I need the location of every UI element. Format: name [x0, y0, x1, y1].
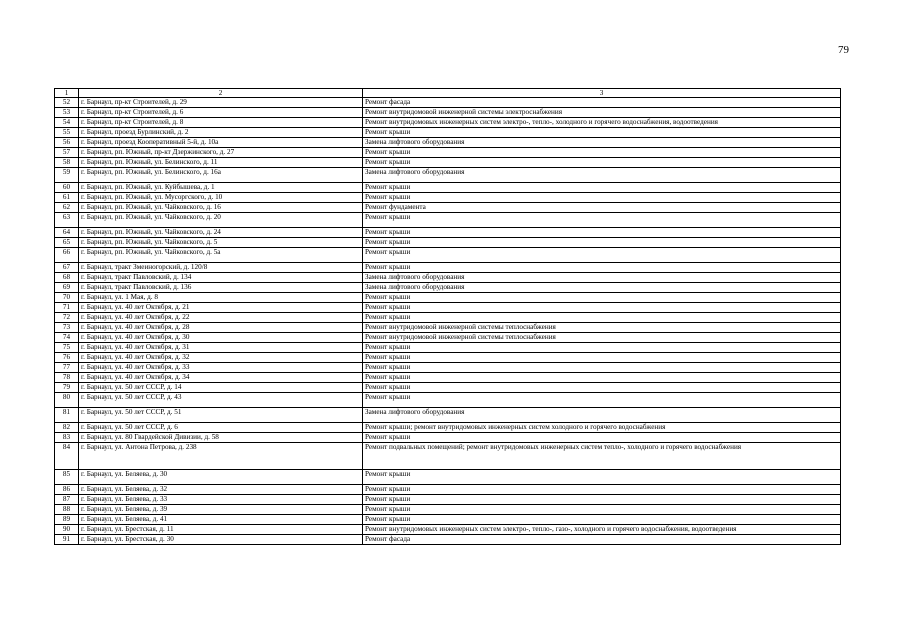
table-row: [55, 485, 841, 495]
address-cell: г. Барнаул, пр-кт Строителей, д. 29: [79, 98, 363, 108]
address-cell: г. Барнаул, ул. Брестская, д. 11: [79, 525, 363, 535]
row-number-cell: 88: [55, 505, 79, 515]
address-cell: г. Барнаул, тракт Змеиногорский, д. 120/8: [79, 263, 363, 273]
work-type-cell: Ремонт крыши: [363, 470, 841, 485]
work-type-cell: Ремонт внутридомовых инженерных систем электро-, тепло-, газо-, холодного и горячего водоснабжения, водоотведения: [363, 525, 841, 535]
address-cell: г. Барнаул, рп. Южный, ул. Мусоргского, д. 10: [79, 193, 363, 203]
row-number-cell: 58: [55, 158, 79, 168]
table-row: [55, 168, 841, 183]
table-row: [55, 433, 841, 443]
table-row: [55, 138, 841, 148]
work-type-cell: Ремонт крыши: [363, 248, 841, 263]
table-row: [55, 408, 841, 423]
work-type-cell: Ремонт крыши: [363, 213, 841, 228]
work-type-cell: Ремонт крыши: [363, 228, 841, 238]
address-cell: г. Барнаул, рп. Южный, ул. Белинского, д. 11: [79, 158, 363, 168]
row-number-cell: 69: [55, 283, 79, 293]
address-cell: г. Барнаул, ул. Антона Петрова, д. 238: [79, 443, 363, 470]
table-row: [55, 293, 841, 303]
work-type-cell: Ремонт крыши: [363, 393, 841, 408]
address-cell: г. Барнаул, ул. 40 лет Октября, д. 31: [79, 343, 363, 353]
work-type-cell: Ремонт крыши; ремонт внутридомовых инженерных систем холодного и горячего водоснабжения: [363, 423, 841, 433]
table-row: [55, 183, 841, 193]
address-cell: г. Барнаул, рп. Южный, ул. Чайковского, д. 16: [79, 203, 363, 213]
address-cell: г. Барнаул, рп. Южный, ул. Куйбышева, д. 1: [79, 183, 363, 193]
table-row: [55, 203, 841, 213]
table-row: [55, 158, 841, 168]
address-cell: г. Барнаул, ул. 80 Гвардейской Дивизии, д. 58: [79, 433, 363, 443]
work-type-cell: Ремонт крыши: [363, 343, 841, 353]
address-cell: г. Барнаул, ул. Беляева, д. 33: [79, 495, 363, 505]
table-row: [55, 213, 841, 228]
row-number-cell: 90: [55, 525, 79, 535]
work-type-cell: Ремонт крыши: [363, 353, 841, 363]
work-type-cell: Ремонт внутридомовой инженерной системы электроснабжения: [363, 108, 841, 118]
work-type-cell: Ремонт крыши: [363, 183, 841, 193]
table-row: [55, 353, 841, 363]
work-type-cell: Замена лифтового оборудования: [363, 283, 841, 293]
row-number-cell: 54: [55, 118, 79, 128]
row-number-cell: 68: [55, 273, 79, 283]
work-type-cell: Ремонт крыши: [363, 303, 841, 313]
row-number-cell: 82: [55, 423, 79, 433]
row-number-cell: 86: [55, 485, 79, 495]
page-number: 79: [838, 44, 849, 56]
header-col-2: 2: [79, 89, 363, 98]
address-cell: г. Барнаул, ул. 1 Мая, д. 8: [79, 293, 363, 303]
table-row: [55, 525, 841, 535]
address-cell: г. Барнаул, пр-кт Строителей, д. 8: [79, 118, 363, 128]
work-type-cell: Ремонт фундамента: [363, 203, 841, 213]
address-cell: г. Барнаул, ул. 40 лет Октября, д. 30: [79, 333, 363, 343]
work-type-cell: Ремонт крыши: [363, 515, 841, 525]
work-type-cell: Ремонт крыши: [363, 383, 841, 393]
work-type-cell: Ремонт внутридомовых инженерных систем электро-, тепло-, холодного и горячего водоснабжения, водоотведения: [363, 118, 841, 128]
address-cell: г. Барнаул, ул. Беляева, д. 32: [79, 485, 363, 495]
row-number-cell: 57: [55, 148, 79, 158]
row-number-cell: 74: [55, 333, 79, 343]
row-number-cell: 85: [55, 470, 79, 485]
row-number-cell: 70: [55, 293, 79, 303]
address-cell: г. Барнаул, ул. Беляева, д. 41: [79, 515, 363, 525]
work-type-cell: Замена лифтового оборудования: [363, 138, 841, 148]
header-col-3: 3: [363, 89, 841, 98]
address-cell: г. Барнаул, ул. 40 лет Октября, д. 34: [79, 373, 363, 383]
table-row: [55, 283, 841, 293]
row-number-cell: 66: [55, 248, 79, 263]
table-row: [55, 273, 841, 283]
table-row: [55, 495, 841, 505]
table-row: [55, 535, 841, 545]
repair-register-table: [54, 88, 841, 545]
address-cell: г. Барнаул, ул. 40 лет Октября, д. 33: [79, 363, 363, 373]
address-cell: г. Барнаул, рп. Южный, ул. Чайковского, д. 24: [79, 228, 363, 238]
row-number-cell: 84: [55, 443, 79, 470]
address-cell: г. Барнаул, ул. 40 лет Октября, д. 22: [79, 313, 363, 323]
row-number-cell: 52: [55, 98, 79, 108]
row-number-cell: 61: [55, 193, 79, 203]
table-row: [55, 98, 841, 108]
address-cell: г. Барнаул, проезд Бурлинский, д. 2: [79, 128, 363, 138]
work-type-cell: Ремонт крыши: [363, 148, 841, 158]
row-number-cell: 83: [55, 433, 79, 443]
work-type-cell: Ремонт фасада: [363, 535, 841, 545]
work-type-cell: Ремонт крыши: [363, 505, 841, 515]
row-number-cell: 71: [55, 303, 79, 313]
work-type-cell: Ремонт крыши: [363, 128, 841, 138]
address-cell: г. Барнаул, проезд Кооперативный 5-й, д. 10а: [79, 138, 363, 148]
table-row: [55, 343, 841, 353]
address-cell: г. Барнаул, ул. 40 лет Октября, д. 28: [79, 323, 363, 333]
address-cell: г. Барнаул, рп. Южный, ул. Белинского, д. 16а: [79, 168, 363, 183]
row-number-cell: 87: [55, 495, 79, 505]
row-number-cell: 78: [55, 373, 79, 383]
row-number-cell: 62: [55, 203, 79, 213]
table-row: [55, 148, 841, 158]
work-type-cell: Ремонт внутридомовой инженерной системы теплоснабжения: [363, 323, 841, 333]
table-row: [55, 128, 841, 138]
work-type-cell: Ремонт крыши: [363, 433, 841, 443]
row-number-cell: 73: [55, 323, 79, 333]
row-number-cell: 89: [55, 515, 79, 525]
row-number-cell: 80: [55, 393, 79, 408]
address-cell: г. Барнаул, ул. 50 лет СССР, д. 43: [79, 393, 363, 408]
table-row: [55, 193, 841, 203]
table-row: [55, 423, 841, 433]
header-col-1: 1: [55, 89, 79, 98]
row-number-cell: 81: [55, 408, 79, 423]
work-type-cell: Ремонт внутридомовой инженерной системы теплоснабжения: [363, 333, 841, 343]
address-cell: г. Барнаул, ул. 50 лет СССР, д. 14: [79, 383, 363, 393]
work-type-cell: Ремонт крыши: [363, 363, 841, 373]
row-number-cell: 75: [55, 343, 79, 353]
table-row: [55, 108, 841, 118]
row-number-cell: 91: [55, 535, 79, 545]
table-row: [55, 470, 841, 485]
row-number-cell: 77: [55, 363, 79, 373]
address-cell: г. Барнаул, тракт Павловский, д. 134: [79, 273, 363, 283]
address-cell: г. Барнаул, ул. 40 лет Октября, д. 21: [79, 303, 363, 313]
work-type-cell: Ремонт крыши: [363, 263, 841, 273]
row-number-cell: 65: [55, 238, 79, 248]
header-row: [55, 89, 841, 98]
work-type-cell: Замена лифтового оборудования: [363, 168, 841, 183]
work-type-cell: Ремонт крыши: [363, 158, 841, 168]
work-type-cell: Замена лифтового оборудования: [363, 408, 841, 423]
table-row: [55, 238, 841, 248]
table-row: [55, 515, 841, 525]
row-number-cell: 56: [55, 138, 79, 148]
work-type-cell: Ремонт крыши: [363, 293, 841, 303]
table-row: [55, 118, 841, 128]
table-row: [55, 263, 841, 273]
row-number-cell: 67: [55, 263, 79, 273]
address-cell: г. Барнаул, тракт Павловский, д. 136: [79, 283, 363, 293]
table-row: [55, 505, 841, 515]
work-type-cell: Ремонт крыши: [363, 193, 841, 203]
row-number-cell: 64: [55, 228, 79, 238]
row-number-cell: 76: [55, 353, 79, 363]
table-row: [55, 333, 841, 343]
work-type-cell: Ремонт крыши: [363, 373, 841, 383]
address-cell: г. Барнаул, ул. 40 лет Октября, д. 32: [79, 353, 363, 363]
row-number-cell: 60: [55, 183, 79, 193]
table-row: [55, 363, 841, 373]
address-cell: г. Барнаул, ул. Беляева, д. 30: [79, 470, 363, 485]
work-type-cell: Ремонт крыши: [363, 485, 841, 495]
table-row: [55, 443, 841, 470]
address-cell: г. Барнаул, рп. Южный, ул. Чайковского, д. 5а: [79, 248, 363, 263]
address-cell: г. Барнаул, рп. Южный, ул. Чайковского, д. 20: [79, 213, 363, 228]
row-number-cell: 79: [55, 383, 79, 393]
address-cell: г. Барнаул, пр-кт Строителей, д. 6: [79, 108, 363, 118]
table-row: [55, 393, 841, 408]
table-row: [55, 373, 841, 383]
table-row: [55, 248, 841, 263]
work-type-cell: Ремонт крыши: [363, 495, 841, 505]
row-number-cell: 63: [55, 213, 79, 228]
work-type-cell: Ремонт крыши: [363, 313, 841, 323]
address-cell: г. Барнаул, ул. Беляева, д. 39: [79, 505, 363, 515]
table-row: [55, 228, 841, 238]
row-number-cell: 53: [55, 108, 79, 118]
table-row: [55, 303, 841, 313]
work-type-cell: Ремонт фасада: [363, 98, 841, 108]
address-cell: г. Барнаул, рп. Южный, пр-кт Дзержинского, д. 27: [79, 148, 363, 158]
row-number-cell: 55: [55, 128, 79, 138]
address-cell: г. Барнаул, ул. 50 лет СССР, д. 6: [79, 423, 363, 433]
row-number-cell: 72: [55, 313, 79, 323]
address-cell: г. Барнаул, ул. 50 лет СССР, д. 51: [79, 408, 363, 423]
table-row: [55, 383, 841, 393]
address-cell: г. Барнаул, рп. Южный, ул. Чайковского, д. 5: [79, 238, 363, 248]
table-row: [55, 323, 841, 333]
work-type-cell: Замена лифтового оборудования: [363, 273, 841, 283]
table-row: [55, 313, 841, 323]
row-number-cell: 59: [55, 168, 79, 183]
work-type-cell: Ремонт крыши: [363, 238, 841, 248]
address-cell: г. Барнаул, ул. Брестская, д. 30: [79, 535, 363, 545]
work-type-cell: Ремонт подвальных помещений; ремонт внутридомовых инженерных систем тепло-, холодного и горячего водоснабжения: [363, 443, 841, 470]
